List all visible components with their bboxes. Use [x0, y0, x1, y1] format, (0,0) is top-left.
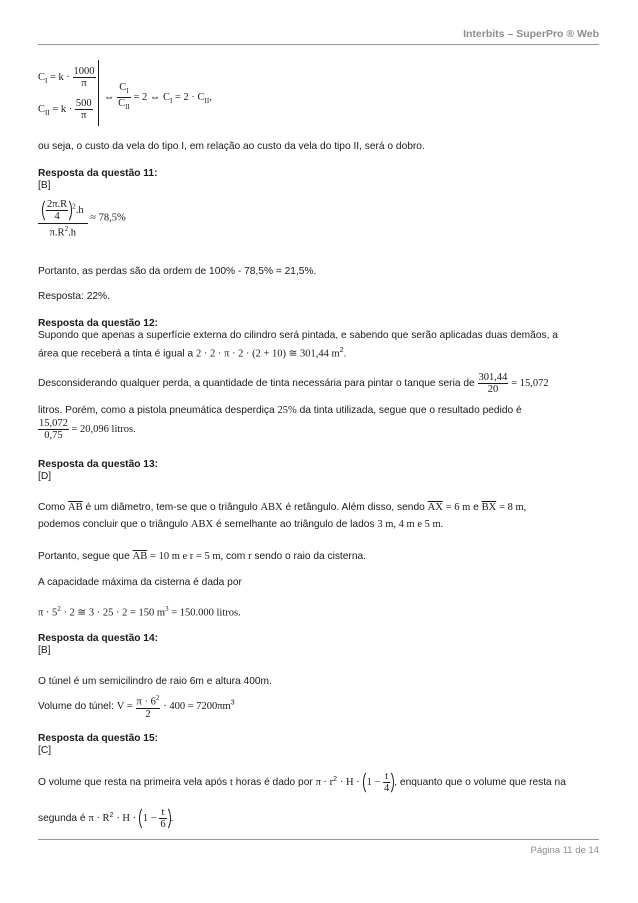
- q13-p2-abx: ABX: [190, 519, 214, 530]
- q15-answer: [C]: [38, 745, 52, 756]
- q13-p2-b: é semelhante ao triângulo de lados: [215, 519, 375, 530]
- q11-paragraph-2: Resposta: 22%.: [38, 291, 110, 302]
- q12-p2-exp: 2: [339, 347, 344, 354]
- q12-p4-text: litros. Porém, como a pistola pneumática desperdiça: [38, 405, 275, 416]
- q13-p1-ab: $\overline{AB}$: [68, 502, 83, 513]
- q12-paragraph-3: [38, 372, 549, 395]
- q11-paren: [42, 198, 72, 223]
- q14-p2-num: π · 6: [136, 696, 156, 708]
- header-title: Interbits – SuperPro ® Web: [463, 28, 599, 40]
- q15-p1-den: 4: [384, 783, 390, 794]
- q14-paragraph-1: [38, 676, 272, 687]
- q15-p1-num: t: [383, 771, 390, 783]
- q14-p2-result: · 400 = 7200πm: [163, 700, 231, 712]
- q15-p1-t: t: [229, 777, 233, 789]
- formula-ci: [38, 66, 96, 89]
- formula-ci-num: 1000: [73, 66, 95, 77]
- q15-p1-math2: · H ·: [339, 777, 360, 789]
- q13-paragraph-4: A capacidade máxima da cisterna é dada por: [38, 577, 242, 588]
- q11-den-exp: 2: [64, 225, 69, 233]
- q13-p1-d: e: [473, 502, 479, 513]
- formula-rhs-end: ,: [209, 92, 212, 103]
- q12-paragraph-4: [38, 405, 522, 416]
- q15-p2-paren: [139, 806, 171, 831]
- footer-page-number: Página 11 de 14: [530, 845, 599, 856]
- q13-p1-b: é um diâmetro, tem-se que o triângulo: [85, 502, 258, 513]
- q15-p2-exp: 2: [109, 811, 114, 819]
- q13-p3-r: r: [248, 551, 252, 562]
- formula-ratio-den-sub: II: [125, 103, 130, 112]
- q11-formula: [38, 198, 126, 239]
- q12-paragraph-1: Supondo que apenas a superfície externa do cilindro será pintada, e sabendo que serão aplicadas duas demãos, a: [38, 330, 558, 341]
- q13-p1-abx: ABX: [260, 502, 283, 513]
- formula-ratio-num: C: [119, 82, 127, 93]
- formula-cii-den: π: [81, 110, 87, 121]
- q14-title: Resposta da questão 14:: [38, 633, 159, 644]
- q13-paragraph-5: [38, 605, 241, 619]
- formula-cii-num: 500: [75, 98, 92, 109]
- formula-cii: [38, 98, 93, 121]
- q12-title: Resposta da questão 12:: [38, 318, 159, 329]
- q15-p2-a: segunda é: [38, 813, 86, 825]
- q13-p3-c: sendo o raio da cisterna.: [254, 551, 366, 562]
- q12-p5-result: = 20,096 litros.: [71, 423, 136, 435]
- q15-p1-math: π · r: [315, 777, 334, 789]
- q15-p2-den: 6: [160, 819, 166, 830]
- q14-paragraph-2: [38, 693, 235, 720]
- q13-p3-b: com: [225, 551, 246, 562]
- q11-exp: 2: [72, 202, 76, 211]
- formula-ratio-num-sub: I: [126, 87, 129, 96]
- q13-p2-a: podemos concluir que o triângulo: [38, 519, 189, 530]
- q15-p1-a: O volume que resta na primeira vela após: [38, 777, 228, 789]
- q15-p1-b: horas é dado por: [235, 777, 313, 789]
- q13-paragraph-1: [38, 502, 526, 513]
- q14-p1-b: .: [269, 676, 272, 687]
- q12-p3-den: 20: [487, 384, 499, 395]
- formula-rhs-sub: I: [170, 97, 173, 106]
- q13-title: Resposta da questão 13:: [38, 459, 159, 470]
- formula-rhs2: = 2 · C: [174, 92, 205, 103]
- formula-ci-frac: [73, 66, 96, 89]
- q12-p4-text2: da tinta utilizada, segue que o resultado pedido é: [299, 405, 522, 416]
- formula-ci-sub: I: [45, 77, 48, 85]
- q13-p2-sides: 3 m, 4 m e 5 m.: [377, 519, 444, 530]
- q13-p1-ax: $\overline{AX}$: [427, 502, 443, 513]
- formula-cii-sub: II: [45, 109, 50, 117]
- formula-brace: [98, 60, 99, 126]
- q13-p5-exp2: 3: [165, 605, 169, 613]
- q12-paragraph-5: [38, 418, 136, 441]
- q11-result: ≈ 78,5%: [90, 212, 126, 224]
- q15-p1-in: 1 −: [366, 776, 381, 788]
- footer-rule: [38, 839, 599, 840]
- q13-p3-ab-val: = 10 m e r = 5 m,: [150, 551, 224, 562]
- q12-p3-num: 301,44: [478, 372, 508, 383]
- q14-p2-num-exp: 2: [155, 694, 160, 702]
- formula-ci-k: = k ·: [49, 71, 70, 83]
- q13-p5-b: · 2 ≅ 3 · 25 · 2 = 150 m: [63, 607, 166, 619]
- q14-p2-v: V =: [116, 700, 133, 712]
- formula-ratio-frac: [117, 82, 131, 113]
- q13-p1-bx-val: = 8 m,: [499, 502, 527, 513]
- q15-title: Resposta da questão 15:: [38, 733, 159, 744]
- q15-p2-num: t: [159, 807, 166, 819]
- formula-iff: ⇔: [104, 92, 115, 103]
- formula-rhs2-sub: II: [204, 97, 210, 106]
- q14-p1-a: O túnel é um semicilindro de raio 6m e altura 400m: [38, 676, 270, 687]
- q13-paragraph-3: [38, 551, 366, 562]
- q12-p2-math: 2 · 2 · π · 2 · (2 + 10) ≅ 301,44 m: [196, 348, 340, 360]
- q15-p1-exp: 2: [333, 775, 338, 783]
- q14-answer: [B]: [38, 645, 51, 656]
- q13-paragraph-2: [38, 519, 443, 530]
- paragraph-cost: ou seja, o custo da vela do tipo I, em relação ao custo da vela do tipo II, será o dobro.: [38, 141, 425, 152]
- formula-ci-c: C: [38, 71, 46, 83]
- q15-p2-math: π · R: [88, 813, 110, 825]
- q13-p1-c: é retângulo. Além disso, sendo: [285, 502, 425, 513]
- q13-p1-ax-val: = 6 m: [445, 502, 471, 513]
- q13-p5-exp1: 2: [57, 605, 61, 613]
- q15-paragraph-2: [38, 806, 173, 831]
- header-rule: [38, 44, 599, 45]
- q15-paragraph-1: [38, 770, 566, 795]
- q11-inner-num: 2π.R: [47, 199, 68, 210]
- formula-ratio-den: C: [118, 98, 126, 110]
- q12-p5-num: 15,072: [39, 418, 68, 429]
- q12-p3-text: Desconsiderando qualquer perda, a quantidade de tinta necessária para pintar o tanque seria de: [38, 378, 475, 390]
- q12-p2-end: .: [343, 348, 347, 360]
- q11-main-frac: [38, 198, 88, 239]
- formula-ratio: [104, 82, 212, 113]
- q12-p3-frac: [478, 372, 509, 395]
- formula-ci-den: π: [81, 78, 87, 89]
- q15-p1-paren: [363, 770, 395, 795]
- q12-paragraph-2: [38, 347, 346, 359]
- q13-p3-a: Portanto, segue que: [38, 551, 130, 562]
- q14-p2-den: 2: [145, 708, 151, 720]
- q15-p2-math2: · H ·: [116, 813, 137, 825]
- q11-answer: [B]: [38, 180, 51, 191]
- q14-p2-result-exp: 3: [230, 699, 235, 707]
- q11-den-h: .h: [68, 227, 76, 239]
- q12-p3-result: = 15,072: [511, 378, 549, 390]
- q13-p3-ab: $\overline{AB}$: [132, 551, 148, 562]
- q11-inner-den: 4: [54, 211, 60, 222]
- q11-paragraph-1: Portanto, as perdas são da ordem de 100% - 78,5% = 21,5%.: [38, 266, 317, 277]
- q13-p1-a: Como: [38, 502, 66, 513]
- formula-rhs: = 2 ⇔ C: [133, 92, 170, 103]
- formula-cii-k: = k ·: [52, 103, 73, 115]
- q15-p1-c: , enquanto que o volume que resta na: [394, 777, 566, 789]
- q13-answer: [D]: [38, 471, 52, 482]
- q12-p2-text: área que receberá a tinta é igual a: [38, 348, 194, 360]
- q12-p5-frac: [38, 418, 69, 441]
- q11-den: π.R: [49, 227, 65, 239]
- q12-p5-den: 0,75: [44, 430, 63, 441]
- q13-p5-a: π · 5: [38, 607, 58, 619]
- formula-cii-frac: [75, 98, 93, 121]
- q11-h: .h: [75, 204, 84, 216]
- q15-p2-end: .: [170, 813, 174, 825]
- q13-p1-bx: $\overline{BX}$: [481, 502, 497, 513]
- q14-p2-label: Volume do túnel:: [38, 700, 114, 712]
- q12-p4-math: 25%: [277, 405, 297, 416]
- q15-p2-in: 1 −: [142, 812, 157, 824]
- q13-p5-c: = 150.000 litros.: [171, 607, 241, 619]
- formula-cii-c: C: [38, 103, 46, 115]
- q14-p2-frac: [136, 693, 161, 720]
- q11-title: Resposta da questão 11:: [38, 168, 158, 179]
